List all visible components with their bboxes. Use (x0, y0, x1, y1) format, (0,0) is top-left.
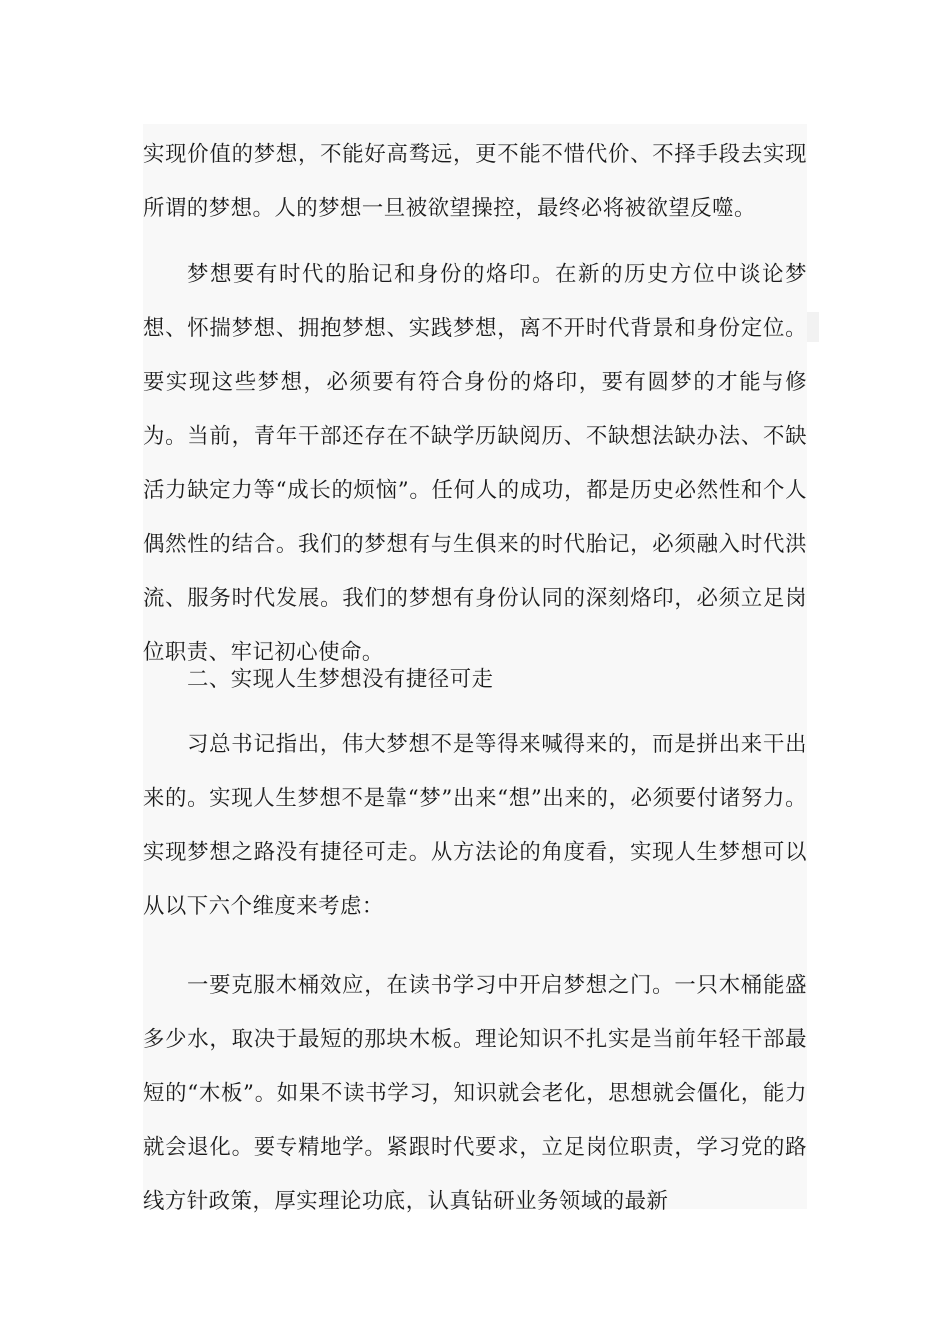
paragraph-era-mark: 梦想要有时代的胎记和身份的烙印。在新的历史方位中谈论梦想、怀揣梦想、拥抱梦想、实践梦想，离不开时代背景和身份定位。要实现这些梦想，必须要有符合身份的烙印，要有圆梦的才能与修为。当前，青年干部还存在不缺学历缺阅历、不缺想法缺办法、不缺活力缺定力等“成长的烦恼”。任何人的成功，都是历史必然性和个人偶然性的结合。我们的梦想有与生俱来的时代胎记，必须融入时代洪流、服务时代发展。我们的梦想有身份认同的深刻烙印，必须立足岗位职责、牢记初心使命。 (143, 262, 807, 665)
paragraph-continuation: 实现价值的梦想，不能好高骛远，更不能不惜代价、不择手段去实现所谓的梦想。人的梦想一旦被欲望操控，最终必将被欲望反噬。 (143, 142, 807, 221)
margin-mark (807, 312, 819, 342)
paragraph-no-shortcut: 习总书记指出，伟大梦想不是等得来喊得来的，而是拼出来干出来的。实现人生梦想不是靠“梦”出来“想”出来的，必须要付诸努力。实现梦想之路没有捷径可走。从方法论的角度看，实现人生梦想可以从以下六个维度来考虑： (143, 732, 807, 919)
document-page (143, 124, 807, 1214)
section-heading: 二、实现人生梦想没有捷径可走 (187, 667, 494, 692)
paragraph-bucket-effect: 一要克服木桶效应，在读书学习中开启梦想之门。一只木桶能盛多少水，取决于最短的那块木板。理论知识不扎实是当前年轻干部最短的“木板”。如果不读书学习，知识就会老化，思想就会僵化，能力就会退化。要专精地学。紧跟时代要求，立足岗位职责，学习党的路线方针政策，厚实理论功底，认真钻研业务领域的最新 (143, 973, 807, 1214)
